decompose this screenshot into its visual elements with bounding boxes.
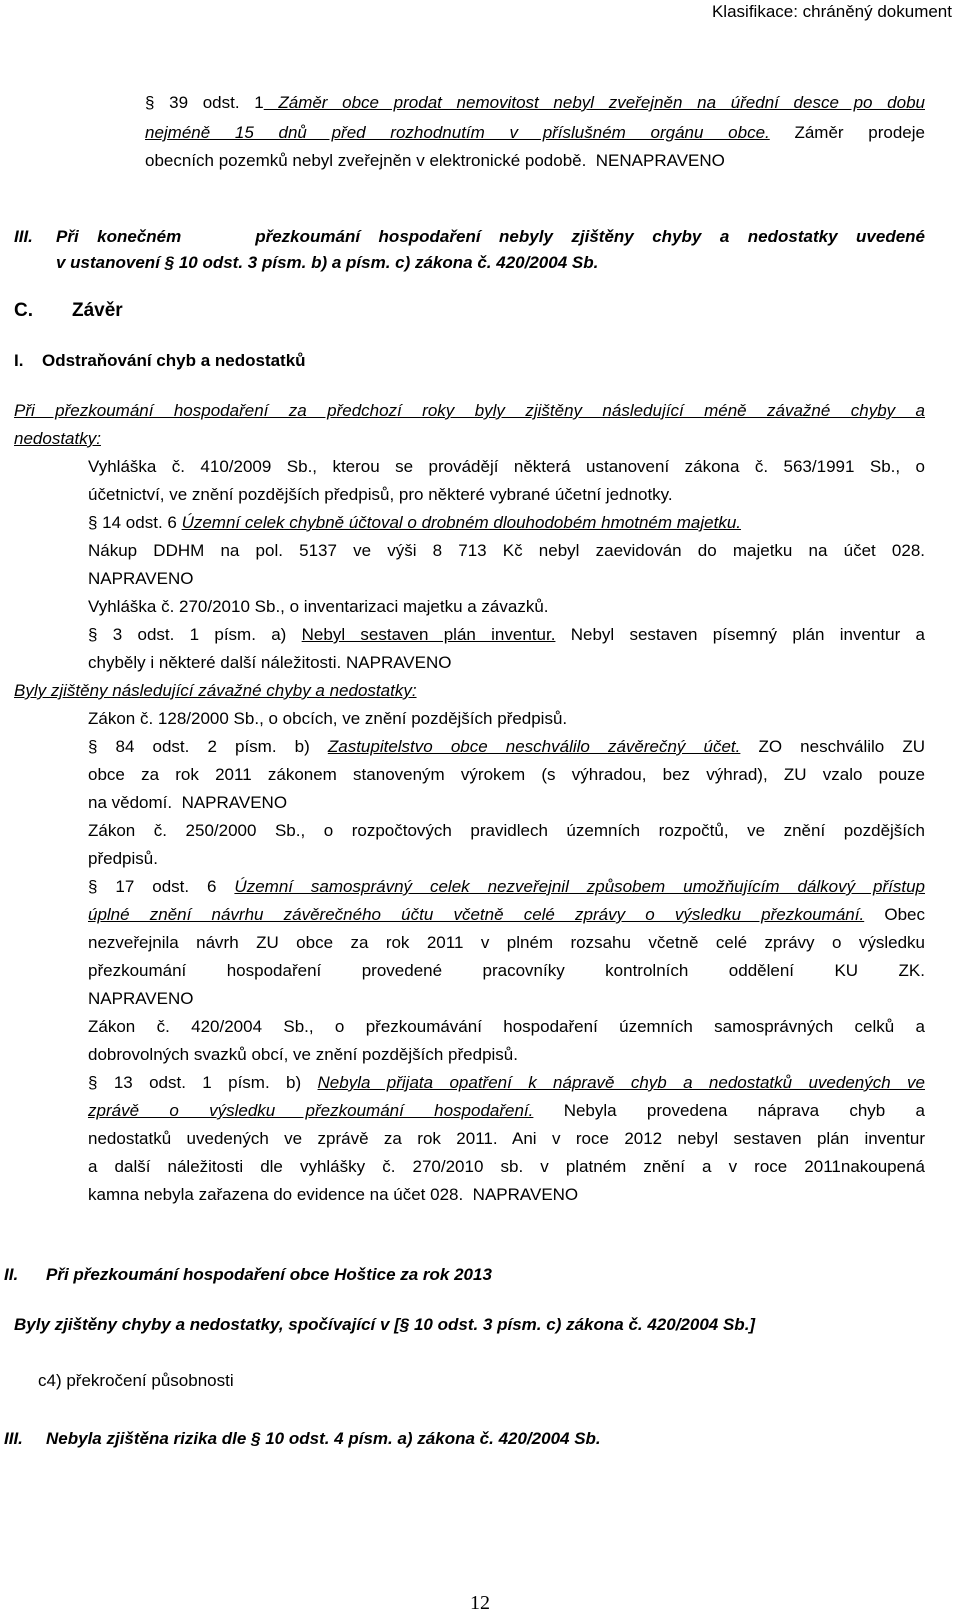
paragraph-ref: § 39 odst. 1: [145, 93, 264, 112]
zak420-paragraph: [88, 1072, 925, 1094]
zak420-line4: [88, 1100, 925, 1122]
section-II-numeral: II.: [4, 1265, 19, 1284]
body-text: Nebyl sestaven písemný plán inventur a: [570, 625, 925, 644]
zak250-line2: předpisů.: [88, 849, 158, 868]
classification-header: Klasifikace: chráněný dokument: [711, 2, 952, 21]
zak128-line3: obce za rok 2011 zákonem stanoveným výrokem (s výhradou, bez výhrad), ZU vzalo pouze: [88, 765, 925, 784]
zak250-line5: nezveřejnila návrh ZU obce za rok 2011 v plném rozsahu včetně celé zprávy o výsledku: [88, 933, 925, 952]
body-text: obecních pozemků nebyl zveřejněn v elektronické podobě.: [145, 151, 587, 170]
status-label: NENAPRAVENO: [595, 151, 725, 170]
section-II-item: c4) překročení působnosti: [38, 1371, 234, 1390]
body-text: kamna nebyla zařazena do evidence na účet 028.: [88, 1185, 464, 1204]
serious-intro: Byly zjištěny následující závažné chyby a nedostatky:: [14, 681, 417, 700]
status-label: NAPRAVENO: [181, 793, 288, 812]
body-text: Nebyla provedena náprava chyb a: [563, 1101, 926, 1120]
finding-text: Zastupitelstvo obce neschválilo závěrečný účet.: [327, 737, 741, 756]
status-label: NAPRAVENO: [472, 1185, 579, 1204]
finding-text: Záměr obce prodat nemovitost nebyl zveřejněn na úřední desce po dobu: [263, 93, 925, 112]
body-text: Záměr prodeje: [794, 123, 925, 142]
section-III-numeral: III.: [14, 227, 33, 246]
finding-text: Územní samosprávný celek nezveřejnil způsobem umožňujícím dálkový přístup: [234, 877, 925, 896]
zak420-line1: Zákon č. 420/2004 Sb., o přezkoumávání hospodaření územních samosprávných celků a: [88, 1017, 925, 1036]
section-I-numeral: I.: [14, 351, 24, 370]
finding-text: Nebyla přijata opatření k nápravě chyb a nedostatků uvedených ve: [317, 1073, 925, 1092]
section-III-line2: v ustanovení § 10 odst. 3 písm. b) a písm. c) zákona č. 420/2004 Sb.: [56, 253, 599, 272]
finding-text: Územní celek chybně účtoval o drobném dlouhodobém hmotném majetku.: [181, 513, 741, 532]
section-C-title: Závěr: [72, 300, 123, 321]
finding-text: zprávě o výsledku přezkoumání hospodaření.: [88, 1101, 534, 1120]
item39-line3: [145, 150, 725, 172]
section-C-letter: C.: [14, 300, 33, 321]
zak420-line5: nedostatků uvedených ve zprávě za rok 2011. Ani v roce 2012 nebyl sestaven plán inventur: [88, 1129, 925, 1148]
page-number: 12: [470, 1592, 490, 1614]
item39-line2: [145, 122, 925, 144]
section-III-line1: Při konečném přezkoumání hospodaření nebyly zjištěny chyby a nedostatky uvedené: [56, 227, 925, 246]
item39-line1: [145, 92, 925, 114]
zak250-status: NAPRAVENO: [88, 989, 194, 1008]
body-text: Obec: [884, 905, 925, 924]
vyhl410-line2: účetnictví, ve znění pozdějších předpisů, pro některé vybrané účetní jednotky.: [88, 485, 673, 504]
zak250-line4: [88, 904, 925, 926]
zak250-line1: Zákon č. 250/2000 Sb., o rozpočtových pravidlech územních rozpočtů, ve znění pozdějších: [88, 821, 925, 840]
vyhl270-line1: Vyhláška č. 270/2010 Sb., o inventarizaci majetku a závazků.: [88, 597, 549, 616]
body-text: chyběly i některé další náležitosti.: [88, 653, 342, 672]
zak250-line6: přezkoumání hospodaření provedené pracovníky kontrolních oddělení KU ZK.: [88, 961, 925, 980]
paragraph-ref: § 3 odst. 1 písm. a): [88, 625, 287, 644]
zak128-paragraph: [88, 736, 925, 758]
finding-text: Nebyl sestaven plán inventur.: [301, 625, 556, 644]
zak250-paragraph: [88, 876, 925, 898]
finding-text: nejméně 15 dnů před rozhodnutím v příslušném orgánu obce.: [145, 123, 770, 142]
paragraph-ref: § 13 odst. 1 písm. b): [88, 1073, 302, 1092]
prior-intro-line1: Při přezkoumání hospodaření za předchozí roky byly zjištěny následující méně závažné chyby a: [14, 401, 925, 420]
vyhl410-line1: Vyhláška č. 410/2009 Sb., kterou se provádějí některá ustanovení zákona č. 563/1991 Sb., o: [88, 457, 925, 476]
finding-text: úplné znění návrhu závěrečného účtu včetně celé zprávy o výsledku přezkoumání.: [88, 905, 865, 924]
vyhl410-detail: Nákup DDHM na pol. 5137 ve výši 8 713 Kč nebyl zaevidován do majetku na účet 028.: [88, 541, 925, 560]
paragraph-ref: § 14 odst. 6: [88, 513, 177, 532]
body-text: na vědomí.: [88, 793, 173, 812]
vyhl410-status: NAPRAVENO: [88, 569, 194, 588]
vyhl270-paragraph: [88, 624, 925, 646]
body-text: ZO neschválilo ZU: [758, 737, 926, 756]
zak128-line4: [88, 792, 287, 814]
section-III-b-numeral: III.: [4, 1429, 23, 1448]
zak420-line2: dobrovolných svazků obcí, ve znění pozdějších předpisů.: [88, 1045, 518, 1064]
section-III-b-title: Nebyla zjištěna rizika dle § 10 odst. 4 písm. a) zákona č. 420/2004 Sb.: [46, 1429, 601, 1448]
paragraph-ref: § 84 odst. 2 písm. b): [88, 737, 310, 756]
zak128-line1: Zákon č. 128/2000 Sb., o obcích, ve znění pozdějších předpisů.: [88, 709, 568, 728]
prior-intro-line2: nedostatky:: [14, 429, 101, 448]
vyhl270-line3: [88, 652, 451, 674]
zak420-line6: a další náležitosti dle vyhlášky č. 270/2010 sb. v platném znění a v roce 2011nakoupená: [88, 1157, 925, 1176]
vyhl410-paragraph: [88, 512, 741, 534]
section-II-title: Při přezkoumání hospodaření obce Hoštice za rok 2013: [46, 1265, 492, 1284]
status-label: NAPRAVENO: [345, 653, 452, 672]
paragraph-ref: § 17 odst. 6: [88, 877, 217, 896]
zak420-line7: [88, 1184, 578, 1206]
section-I-title: Odstraňování chyb a nedostatků: [42, 351, 306, 370]
section-II-finding: Byly zjištěny chyby a nedostatky, spočívající v [§ 10 odst. 3 písm. c) zákona č. 420/2004 Sb.]: [14, 1315, 756, 1334]
